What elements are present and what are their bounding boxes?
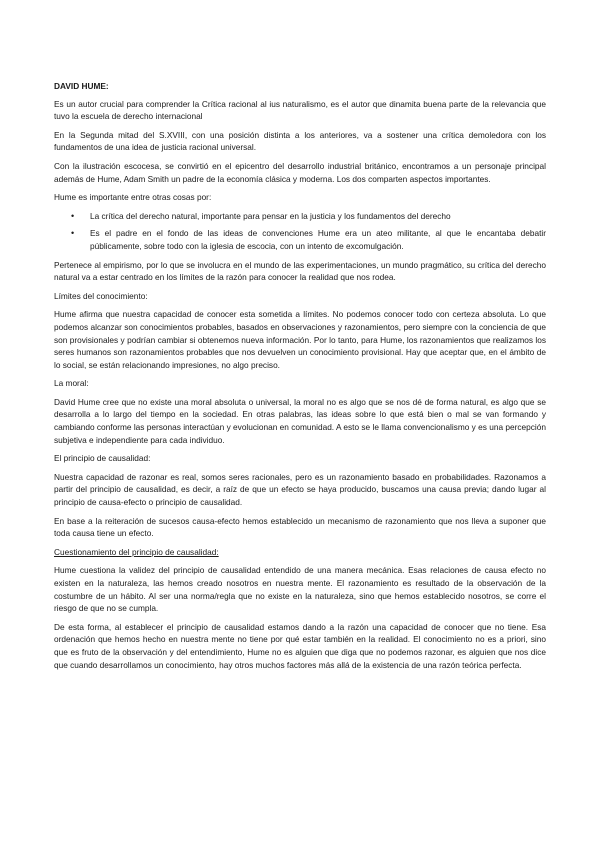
cuestionamiento-paragraph-2: De esta forma, al establecer el principio de causalidad estamos dando a la razón una capacidad de conocer que no tiene. Esa ordenación que hemos hecho en nuestra mente no tiene por qué estar también en la realidad. El conocimiento no es a priori, sino que es fruto de la observación y del entendimiento, Hume no es alguien que diga que no podemos razonar, es alguien que nos dice que cuando desarrollamos un conocimiento, hay otros muchos factores más allá de la existencia de una razón teórica perfecta. — [54, 621, 546, 670]
list-item-text: Es el padre en el fondo de las ideas de convenciones Hume era un ateo militante, al que le encantaba debatir públicamente, sobre todo con la iglesia de escocia, con un intento de excomulgación. — [90, 228, 546, 251]
intro-paragraph-4: Hume es importante entre otras cosas por: — [54, 192, 212, 203]
causalidad-paragraph-2: En base a la reiteración de sucesos causa-efecto hemos establecido un mecanismo de razonamiento que nos lleva a suponer que toda causa tiene un efecto. — [54, 515, 546, 539]
empirismo-paragraph: Pertenece al empirismo, por lo que se involucra en el mundo de las experimentaciones, un mundo pragmático, su crítica del derecho natural va a estar centrado en los límites de la razón para conocer la realidad que nos rodea. — [54, 259, 546, 283]
document-title: DAVID HUME: — [54, 81, 109, 91]
moral-paragraph: David Hume cree que no existe una moral absoluta o universal, la moral no es algo que se nos dé de forma natural, es algo que se desarrolla a lo largo del tiempo en la sociedad. En otras palabras, las ideas sobre lo que está bien o mal se van formando y cambiando conforme las personas interactúan y evolucionan en comunidad. A esto se le llama convencionalismo y es una percepción subjetiva e independiente para cada individuo. — [54, 396, 546, 445]
limites-paragraph: Hume afirma que nuestra capacidad de conocer esta sometida a límites. No podemos conocer todo con certeza absoluta. Lo que podemos alcanzar son conocimientos probables, basados en observaciones y razonamientos, pero siempre con la conciencia de que son provisionales y podrían cambiar si obtenemos nueva información. Por lo tanto, para Hume, los razonamientos que realizamos los seres humanos son razonamientos probables que nos devuelven un conocimiento provisional. Hay que aceptar que, en el ámbito de lo social, se están relacionando impresiones, no algo preciso. — [54, 309, 546, 370]
document-page — [54, 80, 546, 677]
cuestionamiento-paragraph-1: Hume cuestiona la validez del principio de causalidad entendido de una manera mecánica. Esas relaciones de causa efecto no existen en la naturaleza, las hemos creado nosotros en nuestra mente. El razonamiento es resultado de la observación de la costumbre de un hábito. Al ser una norma/regla que no existe en la naturaleza, sino que hemos establecido nosotros, se corre el riesgo de que no se cumpla. — [54, 565, 546, 614]
causalidad-paragraph-1: Nuestra capacidad de razonar es real, somos seres racionales, pero es un razonamiento basado en probabilidades. Razonamos a partir del principio de causalidad, es decir, a raíz de que un efecto se haya producido, buscamos una causa previa; dando lugar al principio de causa-efecto o principio de causalidad. — [54, 471, 546, 508]
causalidad-heading: El principio de causalidad: — [54, 453, 151, 464]
bullet-icon: • — [71, 210, 75, 221]
list-item — [54, 210, 546, 223]
limites-heading: Límites del conocimiento: — [54, 290, 148, 301]
list-item — [54, 227, 546, 252]
intro-paragraph-2: En la Segunda mitad del S.XVIII, con una posición distinta a los anteriores, va a sostener una crítica demoledora con los fundamentos de una idea de justicia racional universal. — [54, 129, 546, 153]
importance-list — [54, 210, 546, 253]
intro-paragraph-1: Es un autor crucial para comprender la Crítica racional al ius naturalismo, es el autor que dinamita buena parte de la relevancia que tuvo la escuela de derecho internacional — [54, 98, 546, 122]
list-item-text: La crítica del derecho natural, importante para pensar en la justicia y los fundamentos del derecho — [90, 210, 451, 221]
cuestionamiento-heading: Cuestionamiento del principio de causalidad: — [54, 546, 219, 557]
bullet-icon: • — [71, 228, 75, 239]
intro-paragraph-3: Con la ilustración escocesa, se convirtió en el epicentro del desarrollo industrial británico, encontramos a un personaje principal además de Hume, Adam Smith un padre de la economía clásica y moderna. Los dos comparten aspectos importantes. — [54, 160, 546, 184]
moral-heading: La moral: — [54, 378, 89, 389]
